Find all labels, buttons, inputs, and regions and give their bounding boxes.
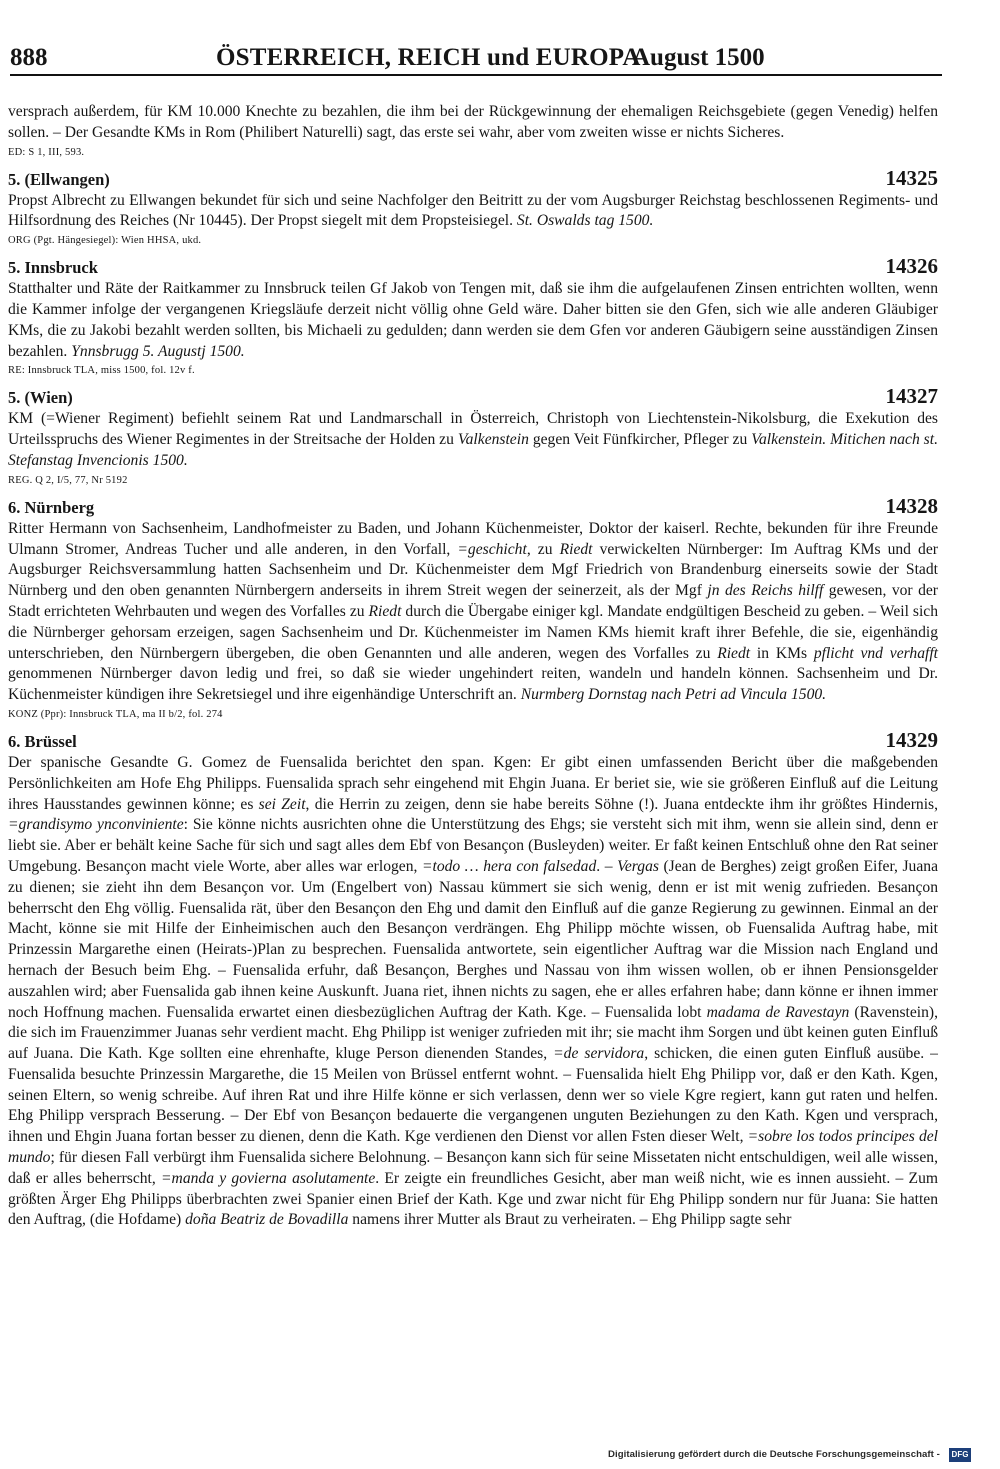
text-run: gewesen, vor der Stadt errichteten Wehrbauten und wegen des Vorfalles zu xyxy=(8,582,938,620)
text-run: . – xyxy=(596,857,618,875)
entry-number: 14327 xyxy=(885,384,938,409)
text-run: namens ihrer Mutter als Braut zu verheiraten. – Ehg Philipp sagte sehr xyxy=(348,1211,792,1229)
italic-quote: =todo … hera con falsedad xyxy=(421,857,597,875)
italic-quote: Vergas xyxy=(617,857,659,875)
entry-heading xyxy=(8,167,938,191)
funding-note: Digitalisierung gefördert durch die Deutsche Forschungsgemeinschaft - xyxy=(608,1449,940,1460)
text-run: Ritter Hermann von Sachsenheim, Landhofmeister zu Baden, und Johann Küchenmeister, Doktor der kaiserl. Rechte, bekunden für ihre Freunde Ulmann Stromer, Andreas Tucher und alle anderen, in den Vorfall, xyxy=(8,519,938,558)
text-run: Propst Albrecht zu Ellwangen bekundet für sich und seine Nachfolger den Beitritt zu der vom Augsburger Reichstag beschlossenen Regiments- und Hilfsordnung des Reiches (Nr 10445). Der Propst siegelt mit dem Propsteisiegel. xyxy=(8,191,938,230)
entry-location: 5. (Wien) xyxy=(8,388,73,408)
regest-entry-14327 xyxy=(8,385,938,487)
entry-location: 5. Innsbruck xyxy=(8,258,98,278)
text-run: verwickelten Nürnberger: Im Auftrag KMs und der Augsburger Reichsversammlung hatten Sachsenheim und Dr. Küchenmeister dem Mgf Friedrich von Brandenburg einerseits sowie der Stadt Nürnberg und den oben genannten Nürnbergern anderseits in ihrem Streit wegen der seinerzeit, als der Mgf xyxy=(8,540,938,600)
entry-text xyxy=(8,409,938,471)
text-run: . Er zeigte ein freundliches Gesicht, aber man weiß nicht, wie es innen aussieht. – Zum größten Ärger Ehg Philipps überbrachten zwei Spanier einen Brief der Kath. Kge und zwar nicht für Ehg Philipp sondern nur für Juana: Sie hatten den Auftrag, (die Hofdame) xyxy=(8,1169,939,1229)
continuation-entry xyxy=(8,102,938,160)
italic-quote: jn des Reichs hilff xyxy=(707,582,824,600)
italic-quote: Nurmberg Dornstag nach Petri ad Vincula 1500. xyxy=(520,686,827,704)
italic-quote: =sobre los todos principes del mundo xyxy=(8,1128,938,1167)
regest-entry-14328 xyxy=(8,495,938,722)
entry-heading xyxy=(8,729,938,753)
running-date: August 1500 xyxy=(632,44,765,71)
italic-quote: Valkenstein. Mitichen nach st. Stefanstag Invencionis 1500. xyxy=(8,431,938,469)
text-run: versprach außerdem, für KM 10.000 Knechte zu bezahlen, die ihm bei der Rückgewinnung der ehemaligen Reichsgebiete (gegen Venedig) helfen sollen. – Der Gesandte KMs in Rom (Philibert Naturelli) sagt, das erste sei wahr, aber vom zweiten wisse er nichts Sicheres. xyxy=(8,103,938,141)
text-run: Statthalter und Räte der Raitkammer zu Innsbruck teilen Gf Jakob von Tengen mit, daß sie ihm die aufgelaufenen Zinsen entrichten wollten, wenn die Kammer infolge der vergangenen Kriegsläufe derzeit nicht völlig ohne Geld wäre. Daher bitten sie den Gfen, sich wie alle anderen Gläubiger KMs, die zu Jakobi bezahlt werden sollten, bis Michaeli zu gedulden; dann werden sie dem Gfen vor anderen Gäubigern seine ausständigen Zinsen bezahlen. xyxy=(8,280,938,360)
continuation-source: ED: S 1, III, 593. xyxy=(8,146,85,158)
dfg-logo: DFG xyxy=(949,1448,971,1462)
italic-quote: =de servidora xyxy=(553,1045,645,1063)
text-run: durch die Übergabe einiger kgl. Mandate endgültigen Bescheid zu geben. – Weil sich die Nürnberger gehorsam erzeigen, sagen Sachsenheim und Dr. Küchenmeister im Namen KMs hiemit kraft ihrer Befehle, die sie, eigenhändig unterschrieben, den Nürnbergern übergeben, die oben Genannten und alle anderen, wegen des Vorfalles zu xyxy=(8,602,938,662)
text-run: (Jean de Berghes) zeigt großen Eifer, Juana zu dienen; sie zieht ihn dem Besançon vor. Um (Engelbert von) Nassau kümmert sie sich wenig, denn er ist mit wenig zufrieden. Besançon beherrscht den Ehg völlig. Fuensalida rät, über den Besançon den Ehg und damit den Einfluß auf die ganze Regierung zu gewinnen. Einmal an der Macht, könne sie mit Hilfe der Einheimischen auch den Besançon verdrängen. Ehg Philipp möchte wissen, ob Fuensalida Auftrag habe, mit Prinzessin Margarethe einen (Heirats-)Plan zu besprechen. Fuensalida antwortete, sein eigentlicher Auftrag war die Mission nach England und hernach der Besuch beim Ehg. – Fuensalida erfuhr, daß Besançon, Berghes und Nassau von ihm wissen wollen, ob er ihnen Pensionsgelder auszahlen wird; aber Fuensalida gab ihnen keine Auskunft. Juana riet, ihnen nichts zu sagen, ehe er alles erfahren habe; dann könne er ihnen immer noch Hoffnung machen. Fuensalida erwartet einen diesbezüglichen Auftrag der Kath. Kge. – Fuensalida lobt xyxy=(8,857,938,1021)
italic-quote: Ynnsbrugg 5. Augustj 1500. xyxy=(71,342,245,360)
italic-quote: pflicht vnd verhafft xyxy=(813,644,938,662)
italic-quote: doña Beatriz de Bovadilla xyxy=(185,1211,349,1229)
entry-number: 14326 xyxy=(885,254,938,279)
text-run: KM (=Wiener Regiment) befiehlt seinem Rat und Landmarschall in Österreich, Christoph von Liechtenstein-Nikolsburg, die Exekution des Urteilsspruchs des Wiener Regimentes in der Streitsache der Holden zu xyxy=(8,410,938,449)
text-run: , die Herrin zu zeigen, denn sie habe bereits Söhne (!). Juana entdeckte ihm ihr größtes Hindernis, xyxy=(305,795,939,813)
page-header xyxy=(10,44,942,76)
text-run: genommenen Nürnberger davon ledig und frei, so daß sie wieder ungehindert reiten, wandeln und handeln können. Sachsenheim und Dr. Küchenmeister kündigen ihre Sekretsiegel und ihre eigenhändige Unterschrift an. xyxy=(8,665,938,704)
italic-quote: Valkenstein xyxy=(457,431,529,449)
entry-text xyxy=(8,279,938,362)
regest-entry-14326 xyxy=(8,255,938,378)
italic-quote: Riedt xyxy=(559,540,593,558)
entry-location: 5. (Ellwangen) xyxy=(8,169,110,189)
text-run: (Ravenstein), die sich im Frauenzimmer Juanas sehr verdient macht. Ehg Philipp ist weniger zufrieden mit ihr; sie macht ihm Sorgen und übt keinen guten Einfluß auf Juana. Die Kath. Kge sollten eine ehrenhafte, kluge Person dienenden Standes, xyxy=(8,1003,938,1063)
entry-text xyxy=(8,519,938,706)
entry-source: RE: Innsbruck TLA, miss 1500, fol. 12v f. xyxy=(8,365,195,377)
text-run: : Sie könne nichts ausrichten ohne die Unterstützung des Ehgs; sie versteht sich mit ihm, wenn sie allein sind, denn er liebt sie. Aber er behält keine Sache für sich und sagt alles dem Ebf von Besançon (Busleyden) weiter. Er faßt keinen Entschluß ohne den Rat seiner Umgebung. Besançon macht viele Worte, aber alles war erlogen, xyxy=(8,816,938,875)
italic-quote: =geschicht xyxy=(457,540,527,558)
entry-location: 6. Brüssel xyxy=(8,731,77,751)
page-number: 888 xyxy=(10,44,48,71)
entry-number: 14325 xyxy=(885,165,938,190)
digitization-credit xyxy=(608,1448,968,1464)
text-run: , schicken, die einen guten Einfluß ausübe. – Fuensalida besuchte Prinzessin Margarethe, die 15 Meilen von Brüssel entfernt wohnt. – Fuensalida hielt Ehg Philipp vor, daß er den Kath. Kgen, seinen Eltern, so wenig schreibe. Auf ihren Rat und ihre Hilfe könne er sich verlassen, denn wer so viele Kgre regiert, kann gut raten und helfen. Ehg Philipp versprach Besserung. – Der Ebf von Besançon bedauerte die vergangenen unguten Beziehungen zu den Kath. Kgen und versprach, ihnen und Ehgin Juana fortan besser zu dienen, denn die Kath. Kge verdienen den Dienst vor allen Fsten dieser Welt, xyxy=(8,1045,938,1146)
text-run: Der spanische Gesandte G. Gomez de Fuensalida berichtet den span. Kgen: Er gibt einen umfassenden Bericht über die maßgebenden Persönlichkeiten am Hofe Ehg Philipps. Fuensalida sprach sehr eingehend mit Ehgin Juana. Er beriet sie, wie sie größeren Einfluß auf die Leitung ihres Hausstandes gewinnen könne; es xyxy=(8,753,938,813)
italic-quote: madama de Ravestayn xyxy=(706,1003,850,1021)
entry-text xyxy=(8,753,938,1231)
entry-number: 14329 xyxy=(885,727,938,752)
entry-heading xyxy=(8,385,938,409)
italic-quote: Riedt xyxy=(717,644,751,662)
italic-quote: =grandisymo ynconviniente xyxy=(8,816,184,834)
text-run: ; für diesen Fall verbürgt ihm Fuensalida sichere Belohnung. – Besançon kann sich für seine Missetaten nicht entschuldigen, weil alle wissen, daß er alles beherrscht, xyxy=(8,1149,938,1187)
text-run: in KMs xyxy=(750,644,814,662)
entry-heading xyxy=(8,255,938,279)
entry-text xyxy=(8,191,938,233)
entry-source: ORG (Pgt. Hängesiegel): Wien HHSA, ukd. xyxy=(8,235,202,247)
page-body xyxy=(8,102,938,1231)
entry-heading xyxy=(8,495,938,519)
italic-quote: Riedt xyxy=(368,602,402,620)
continuation-text xyxy=(8,102,938,144)
regest-entry-14329 xyxy=(8,729,938,1231)
entry-location: 6. Nürnberg xyxy=(8,497,95,517)
entry-source: KONZ (Ppr): Innsbruck TLA, ma II b/2, fol. 274 xyxy=(8,708,223,720)
running-title: ÖSTERREICH, REICH und EUROPA xyxy=(216,44,641,71)
entry-number: 14328 xyxy=(885,493,938,518)
entry-source: REG. Q 2, I/5, 77, Nr 5192 xyxy=(8,474,128,486)
regest-entry-14325 xyxy=(8,167,938,249)
italic-quote: St. Oswalds tag 1500. xyxy=(516,212,654,230)
text-run: , zu xyxy=(526,540,560,558)
text-run: gegen Veit Fünfkircher, Pfleger zu xyxy=(528,431,752,449)
italic-quote: =manda y govierna asolutamente xyxy=(161,1169,376,1187)
italic-quote: sei Zeit xyxy=(258,795,306,813)
